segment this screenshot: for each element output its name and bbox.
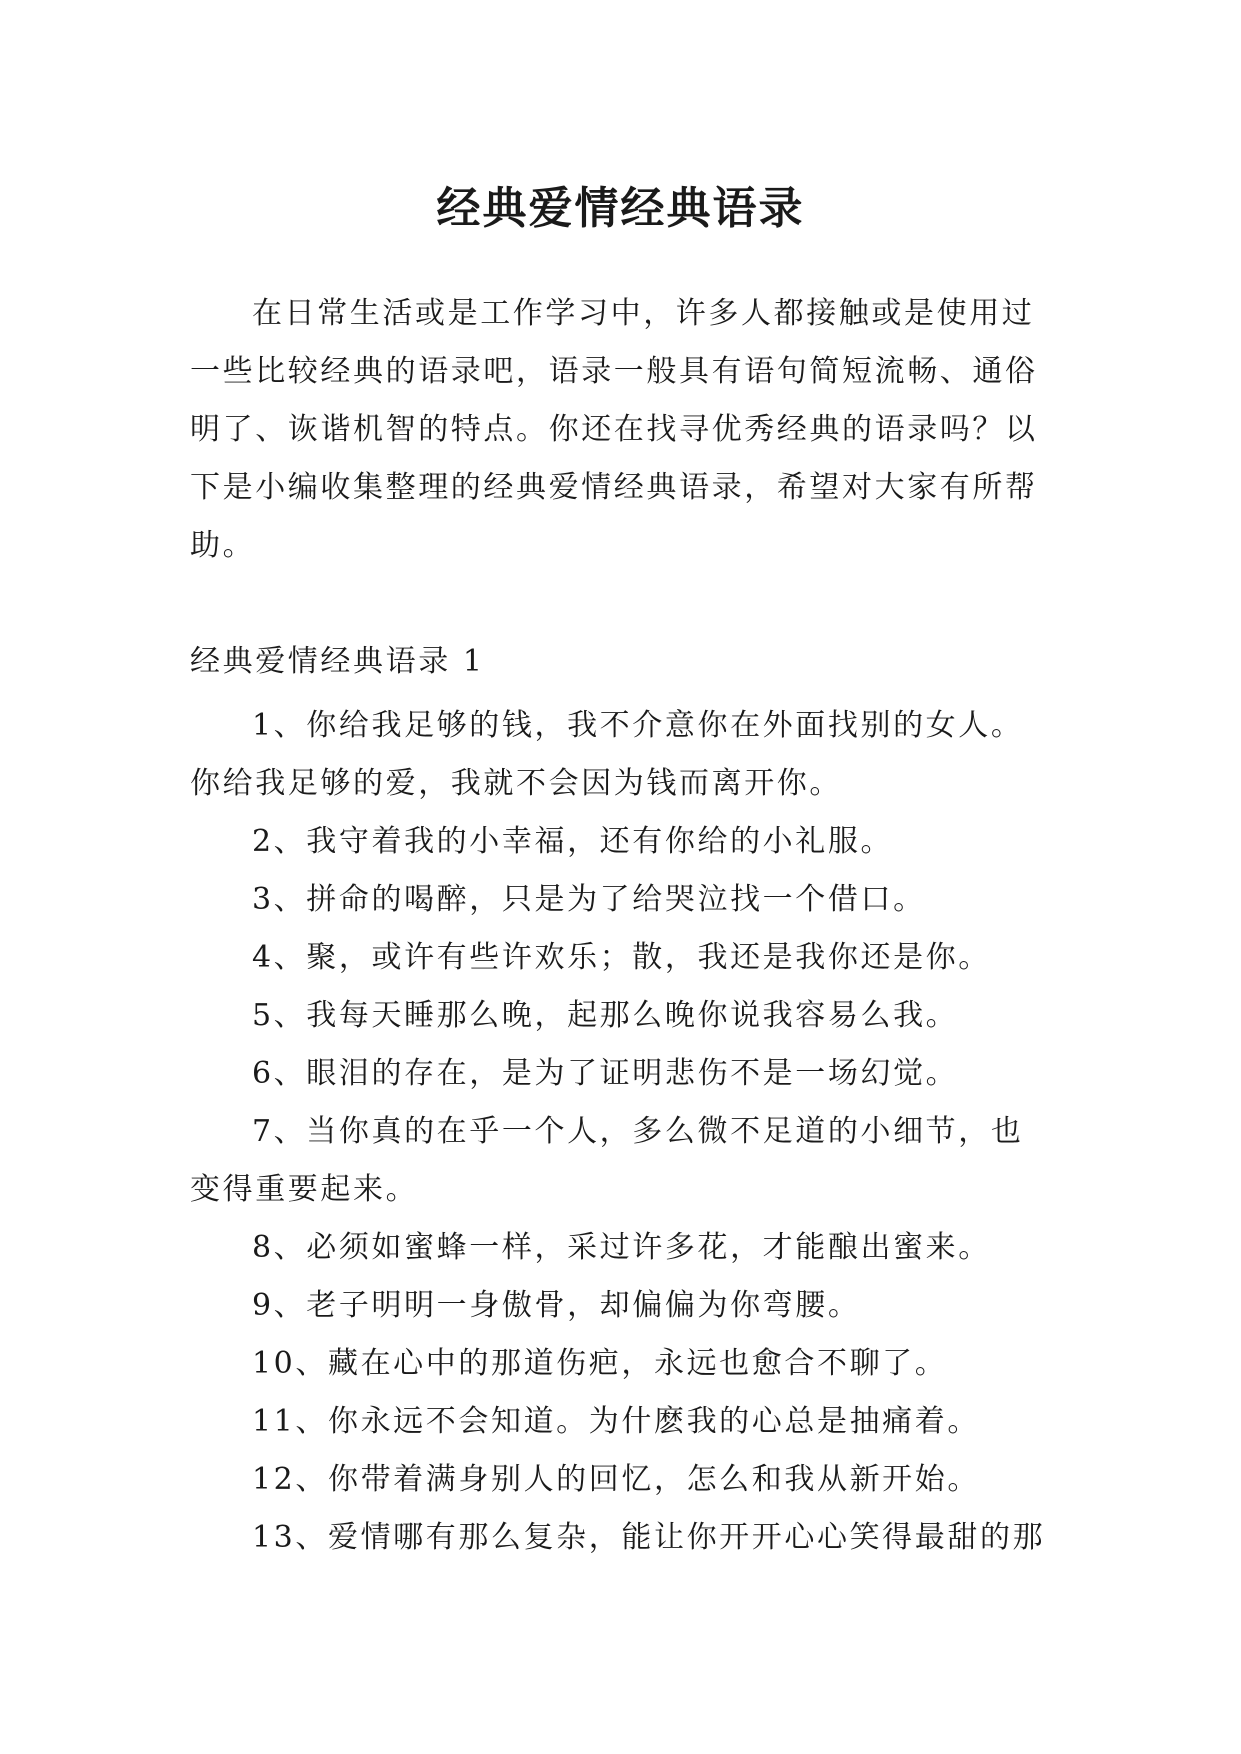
list-item: 3、拼命的喝醉，只是为了给哭泣找一个借口。	[252, 882, 926, 917]
list-item: 12、你带着满身别人的回忆，怎么和我从新开始。	[252, 1462, 980, 1497]
list-item: 5、我每天睡那么晚，起那么晚你说我容易么我。	[252, 998, 959, 1033]
quote-list	[190, 697, 1052, 1567]
list-item: 9、老子明明一身傲骨，却偏偏为你弯腰。	[252, 1288, 861, 1323]
list-item: 4、聚，或许有些许欢乐；散，我还是我你还是你。	[252, 940, 991, 975]
list-item: 6、眼泪的存在，是为了证明悲伤不是一场幻觉。	[252, 1056, 959, 1091]
list-item: 10、藏在心中的那道伤疤，永远也愈合不聊了。	[252, 1346, 948, 1381]
list-item: 7、当你真的在乎一个人，多么微不足道的小细节，也变得重要起来。	[190, 1114, 1024, 1207]
list-item: 1、你给我足够的钱，我不介意你在外面找别的女人。你给我足够的爱，我就不会因为钱而离开你。	[190, 708, 1024, 801]
page-title: 经典爱情经典语录	[436, 183, 805, 235]
list-item: 11、你永远不会知道。为什麽我的心总是抽痛着。	[252, 1404, 980, 1439]
list-item: 8、必须如蜜蜂一样，采过许多花，才能酿出蜜来。	[252, 1230, 991, 1265]
list-item: 2、我守着我的小幸福，还有你给的小礼服。	[252, 824, 894, 859]
section-heading: 经典爱情经典语录 1	[190, 644, 485, 679]
list-item: 13、爱情哪有那么复杂，能让你开开心心笑得最甜的那	[252, 1520, 1046, 1555]
intro-paragraph: 在日常生活或是工作学习中，许多人都接触或是使用过一些比较经典的语录吧，语录一般具有语句简短流畅、通俗明了、诙谐机智的特点。你还在找寻优秀经典的语录吗？以下是小编收集整理的经典爱情经典语录，希望对大家有所帮助。	[190, 296, 1038, 563]
